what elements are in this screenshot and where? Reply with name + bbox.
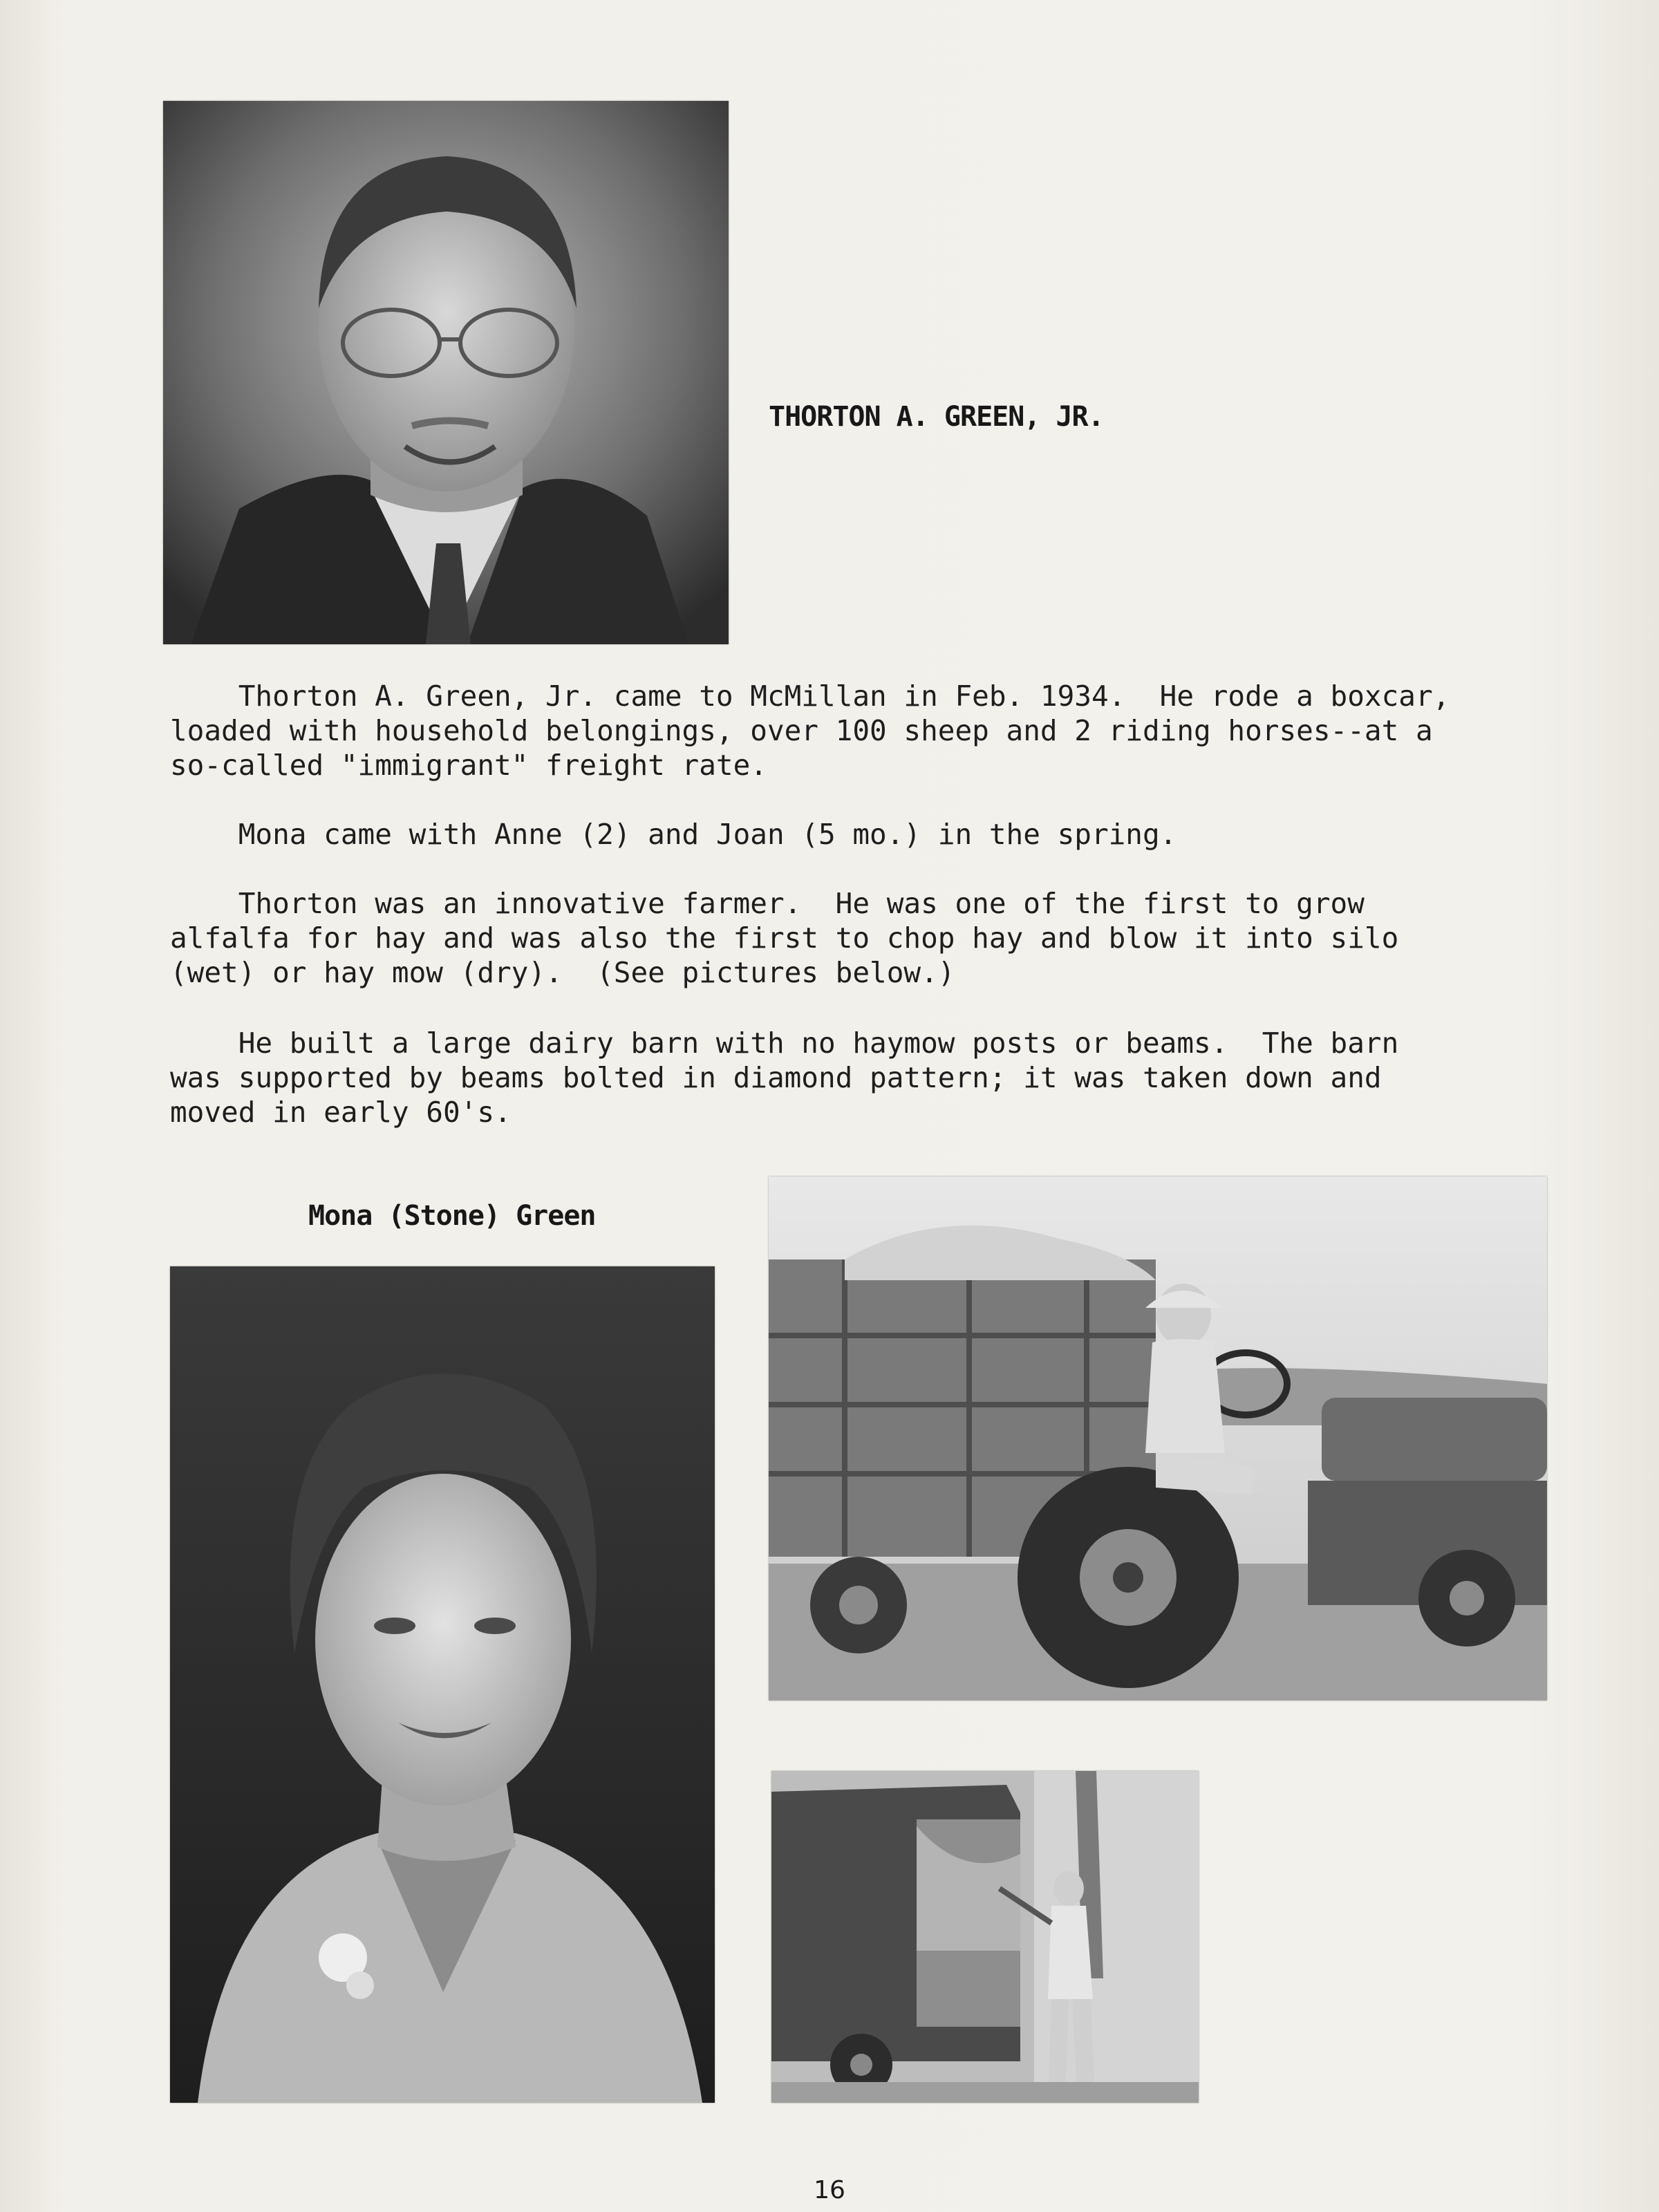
paragraph-arrival [170, 679, 1463, 782]
mona-caption: Mona (Stone) Green [308, 1200, 596, 1232]
paragraph-line: Thorton A. Green, Jr. came to McMillan in Feb. 1934. He rode a boxcar, [170, 679, 1450, 713]
silo-loading-photo [771, 1771, 1199, 2103]
paragraph-line: (wet) or hay mow (dry). (See pictures below.) [170, 956, 955, 989]
thorton-caption: THORTON A. GREEN, JR. [769, 401, 1104, 433]
paragraph-line: Mona came with Anne (2) and Joan (5 mo.) in the spring. [170, 818, 1177, 851]
tractor-hay-wagon-photo [769, 1177, 1547, 1700]
mona-portrait-photo [170, 1266, 715, 2103]
paragraph-mona [170, 817, 1463, 852]
page-number: 16 [814, 2176, 845, 2204]
paragraph-line: He built a large dairy barn with no haymow posts or beams. The barn [170, 1027, 1399, 1060]
paragraph-line: alfalfa for hay and was also the first to chop hay and blow it into silo [170, 921, 1399, 955]
paragraph-line: moved in early 60's. [170, 1096, 512, 1129]
paragraph-barn [170, 1026, 1463, 1130]
paragraph-line: so-called "immigrant" freight rate. [170, 749, 767, 782]
paragraph-farmer [170, 886, 1463, 990]
paragraph-line: Thorton was an innovative farmer. He was one of the first to grow [170, 887, 1365, 920]
thorton-portrait-photo [163, 101, 729, 644]
paragraph-line: was supported by beams bolted in diamond pattern; it was taken down and [170, 1061, 1382, 1094]
paragraph-line: loaded with household belongings, over 100 sheep and 2 riding horses--at a [170, 714, 1433, 747]
